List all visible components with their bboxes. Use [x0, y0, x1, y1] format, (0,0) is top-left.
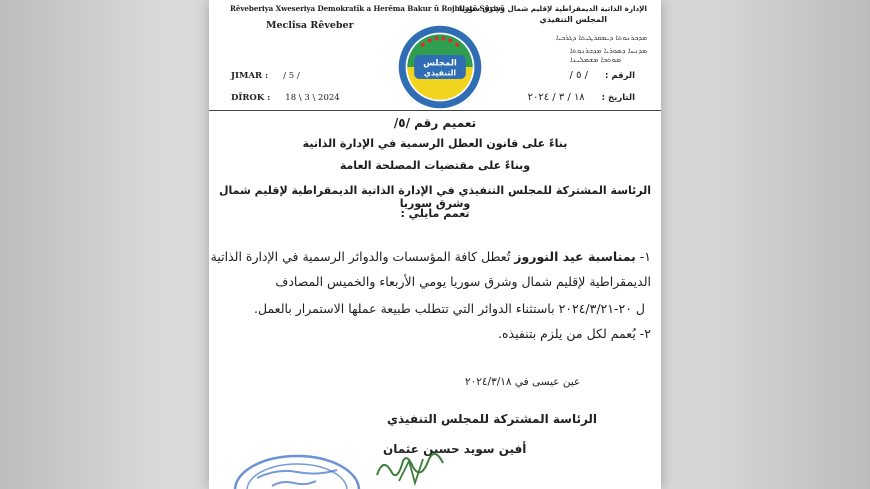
handwritten-signature [369, 445, 469, 489]
circular-intro-line: تعمم مايلي : [400, 207, 470, 220]
executive-council-logo [397, 24, 483, 110]
signatory-names: أفين سويد حسين عثمان [383, 442, 527, 456]
body-paragraph-2: الديمقراطية لإقليم شمال وشرق سوريا يومي الأربعاء والخميس المصادف [275, 274, 651, 289]
header-arabic [458, 4, 647, 24]
place-and-date: عين عيسى في ٢٠٢٤/٣/١٨ [465, 376, 581, 388]
header-arabic-line1: الإدارة الذاتية الديمقراطية لإقليم شمال وشرق سوريا [458, 4, 647, 13]
raqm-label: الرقم : [605, 71, 635, 81]
circular-issuer-line: الرئاسة المشتركة للمجلس التنفيذي في الإدارة الذاتية الديمقراطية لإقليم شمال وشرق سوريا [218, 184, 652, 210]
circular-basis-line2: وبناءً على مقتضيات المصلحة العامة [339, 159, 531, 172]
header-syriac-line3: ܡܘܬܒܐ ܡܫܡܠܝܢܐ [570, 55, 621, 64]
header-divider [209, 110, 661, 111]
dirok-row [231, 93, 340, 103]
jimar-label: JIMAR : [231, 71, 269, 81]
header-kurdish-line1: Rêveberiya Xweseriya Demokratîk a Herêma Bakur û Rojhilatê Sûriyê [230, 4, 505, 13]
header-arabic-line2: المجلس التنفيذي [539, 15, 607, 24]
body-paragraph-1 [211, 249, 651, 264]
raqm-value: / ٥ / [569, 70, 589, 81]
signatory-title: الرئاسة المشتركة للمجلس التنفيذي [387, 412, 598, 426]
logo-text-sub: التنفيذي [423, 68, 457, 78]
body-paragraph-4: ٢- يُعمم لكل من يلزم بتنفيذه. [498, 326, 651, 341]
circular-title: تعميم رقم /٥/ [393, 116, 477, 130]
body-paragraph-3: ل ٢٠-٢٠٢٤/٣/٢١ باستثناء الدوائر التي تتطلب طبيعة عملها الاستمرار بالعمل. [254, 301, 645, 316]
tarikh-value: ١٨ / ٣ / ٢٠٢٤ [527, 92, 585, 103]
raqm-row [570, 70, 635, 81]
body-p1-bold: بمناسبة عيد النوروز [514, 249, 636, 264]
header-kurdish [230, 4, 505, 31]
header-syriac-line1: ܡܕܒܪܢܘܬܐ ܕܝܡܩܪܛܝܬܐ ܕܓܪܒܝܐ [555, 33, 647, 42]
body-p1-prefix: ١- [635, 249, 651, 264]
circular-basis-line1: بناءً على قانون العطل الرسمية في الإدارة الذاتية [302, 137, 568, 150]
logo-text-main: المجلس [423, 58, 457, 69]
document-page [209, 0, 661, 489]
dirok-label: DÎROK : [231, 93, 271, 103]
header-syriac-line2: ܡܕܢܚܐ ܕܣܘܪܝܐ ܡܕܒܪܢܘܬܐ [570, 46, 647, 55]
tarikh-row [528, 92, 635, 103]
jimar-value: / 5 / [283, 71, 300, 81]
jimar-row [231, 71, 300, 81]
official-stamp [217, 430, 367, 489]
header-kurdish-line2: Meclîsa Rêveber [266, 20, 354, 31]
body-p1-rest: تُعطل كافة المؤسسات والدوائر الرسمية في الإدارة الذاتية [210, 249, 515, 264]
dirok-value: 18 \ 3 \ 2024 [285, 93, 340, 103]
tarikh-label: التاريخ : [601, 93, 635, 103]
